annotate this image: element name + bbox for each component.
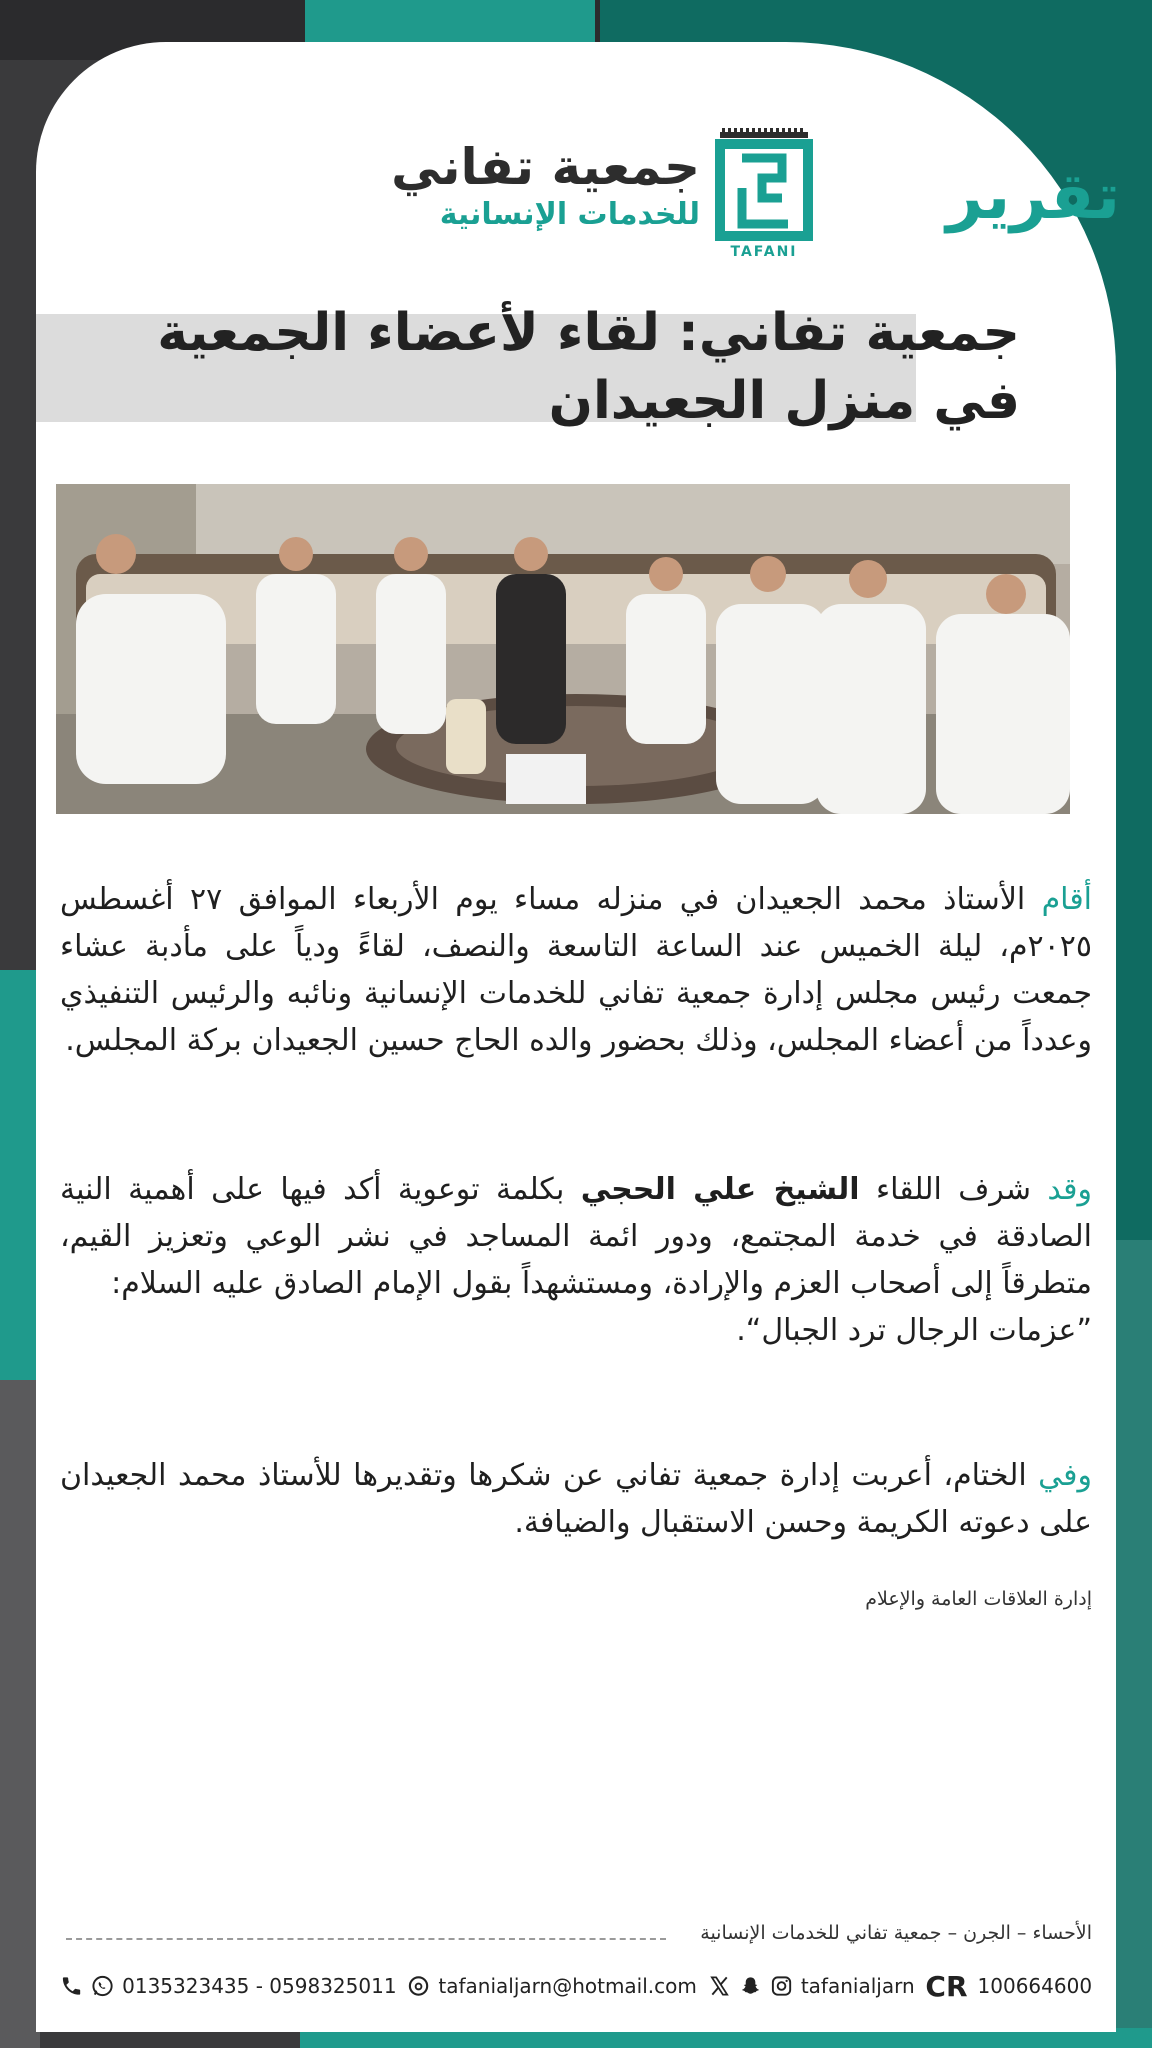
- cr-number: 100664600: [977, 1974, 1093, 1998]
- paragraph-3-lead: وفي: [1038, 1458, 1092, 1493]
- logo-text: [370, 140, 700, 234]
- social-handle: tafanialjarn: [800, 1974, 915, 1998]
- paragraph-1: [60, 876, 1092, 1064]
- group-photo: [56, 484, 1070, 814]
- background-left-teal-strip: [0, 970, 40, 1380]
- paragraph-2-bold-name: الشيخ علي الحجي: [580, 1172, 860, 1207]
- paragraph-2-quote: ”عزمات الرجال ترد الجبال“.: [736, 1313, 1092, 1348]
- instagram-icon: [770, 1971, 793, 2001]
- logo-title: جمعية تفاني: [391, 138, 700, 196]
- paragraph-1-lead: أقام: [1041, 882, 1092, 917]
- paragraph-3: [60, 1452, 1092, 1546]
- email-address: tafanialjarn@hotmail.com: [438, 1974, 697, 1998]
- logo-subtitle: للخدمات الإنسانية: [439, 197, 700, 232]
- paragraph-1-text: الأستاذ محمد الجعيدان في منزله مساء يوم الأربعاء الموافق ٢٧ أغسطس ٢٠٢٥م، ليلة الخميس عند الساعة التاسعة والنصف، لقاءً ودياً على مأدبة عشاء جمعت رئيس مجلس إدارة جمعية تفاني للخدمات الإنسانية ونائبه والرئيس التنفيذي وعدداً من أعضاء المجلس، وذلك بحضور والده الحاج حسين الجعيدان بركة المجلس.: [60, 882, 1092, 1058]
- footer-contact-row: [60, 1966, 1092, 2006]
- tafani-logo-icon: [712, 128, 816, 258]
- headline: جمعية تفاني: لقاء لأعضاء الجمعية في منزل الجعيدان: [157, 303, 1020, 431]
- x-icon: [708, 1971, 731, 2001]
- background-left-gray-strip: [0, 1380, 40, 2048]
- paragraph-2-lead: وقد: [1047, 1172, 1092, 1207]
- paragraph-2-text-after: بكلمة توعوية أكد فيها على أهمية النية الصادقة في خدمة المجتمع، ودور ائمة المساجد في نشر الوعي وتعزيز القيم، متطرقاً إلى أصحاب العزم والإرادة، ومستشهداً بقول الإمام الصادق عليه السلام:: [60, 1172, 1092, 1301]
- phone-icon: [60, 1971, 83, 2001]
- report-label: تقرير: [946, 160, 1120, 234]
- background-teal-block: [305, 0, 595, 48]
- paragraph-2-text-before: شرف اللقاء: [859, 1172, 1048, 1207]
- snapchat-icon: [739, 1971, 762, 2001]
- paragraph-2: [60, 1166, 1092, 1354]
- cr-label: CR: [925, 1969, 968, 2003]
- footer-dashed-divider: [66, 1938, 666, 1940]
- department-signature: إدارة العلاقات العامة والإعلام: [865, 1588, 1092, 1610]
- phone-numbers: 0135323435 - 0598325011: [122, 1974, 397, 1998]
- logo-wordmark: TAFANI: [730, 244, 798, 258]
- threads-icon: [407, 1971, 430, 2001]
- whatsapp-icon: [91, 1971, 114, 2001]
- paragraph-3-text: الختام، أعربت إدارة جمعية تفاني عن شكرها وتقديرها للأستاذ محمد الجعيدان على دعوته الكريمة وحسن الاستقبال والضيافة.: [60, 1458, 1092, 1540]
- footer-location: الأحساء – الجرن – جمعية تفاني للخدمات الإنسانية: [700, 1922, 1092, 1944]
